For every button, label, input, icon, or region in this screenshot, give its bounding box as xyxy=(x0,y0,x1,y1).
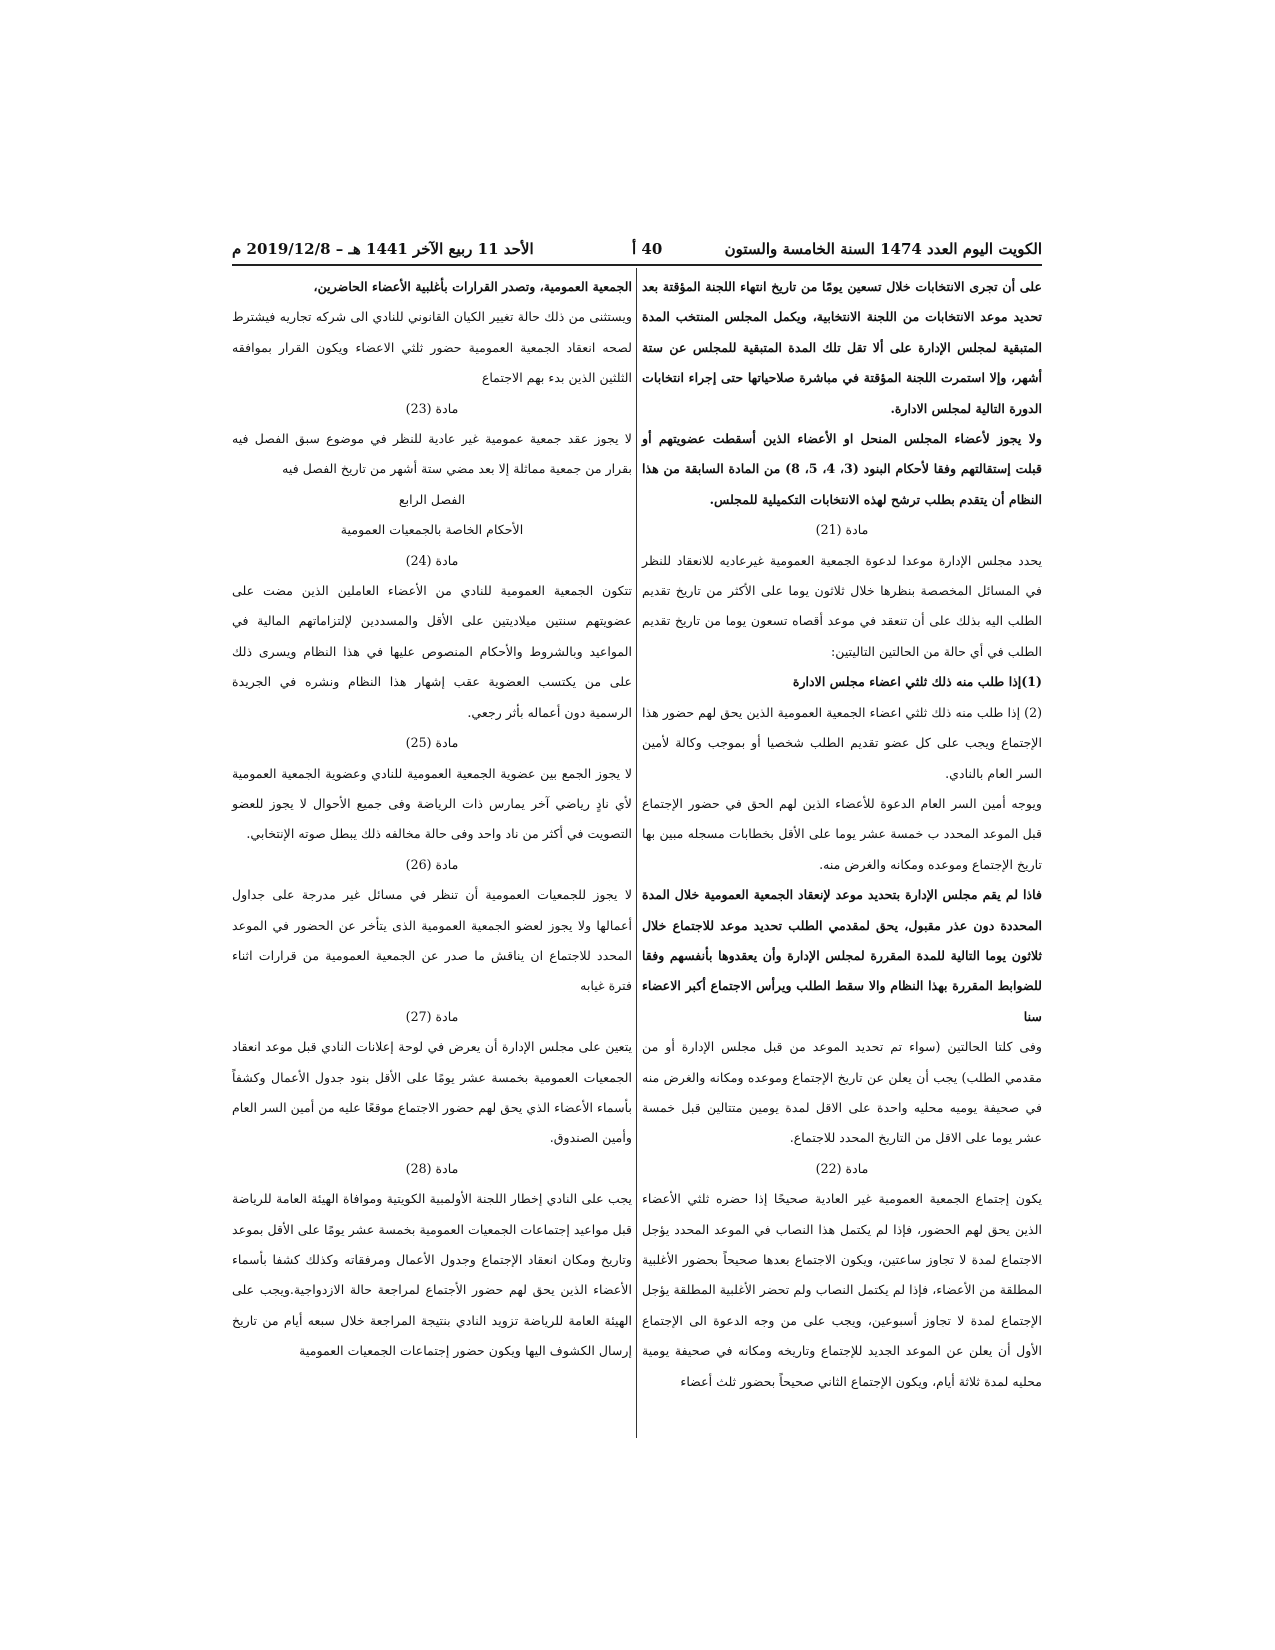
paragraph: ويوجه أمين السر العام الدعوة للأعضاء الذين لهم الحق في حضور الإجتماع قبل الموعد المحدد ب خمسة عشر يوما على الأقل بخطابات مسجله مبين بها تاريخ الإجتماع وموعده ومكانه والغرض منه. xyxy=(642,795,1042,872)
paragraph: لا يجوز عقد جمعية عمومية غير عادية للنظر في موضوع سبق الفصل فيه بقرار من جمعية مماثلة إلا بعد مضي ستة أشهر من تاريخ الفصل فيه xyxy=(232,431,632,477)
paragraph: ولا يجوز لأعضاء المجلس المنحل او الأعضاء الذين أسقطت عضويتهم أو قبلت إستقالتهم وفقا لأحكام البنود (3، 4، 5، 8) من المادة السابقة من هذا النظام أن يتقدم بطلب ترشح لهذه الانتخابات التكميلية للمجلس. xyxy=(642,431,1042,507)
paragraph: لا يجوز للجمعيات العمومية أن تنظر في مسائل غير مدرجة على جداول أعمالها ولا يجوز لعضو الجمعية العمومية الذى يتأخر عن الحضور في الموعد المحدد للاجتماع ان يناقش ما صدر عن الجمعية العمومية من قرارات اثناء فترة غيابه xyxy=(232,887,632,994)
article-heading: مادة (25) xyxy=(405,735,459,751)
page-header xyxy=(232,232,1042,262)
article-heading: الأحكام الخاصة بالجمعيات العمومية xyxy=(340,522,524,538)
column-divider xyxy=(636,268,637,1438)
paragraph: يكون إجتماع الجمعية العمومية غير العادية صحيحًا إذا حضره ثلثي الأعضاء الذين يحق لهم الحضور، فإذا لم يكتمل هذا النصاب في الموعد المحدد يؤجل الاجتماع لمدة لا تجاوز ساعتين، ويكون الاجتماع بعدها صحيحاً بحضور الأغلبية المطلقة من الأعضاء، فإذا لم يكتمل النصاب ولم تحضر الأغلبية المطلقة يؤجل الإجتماع لمدة لا تجاوز أسبوعين، ويجب على من وجه الدعوة الى الإجتماع الأول أن يعلن عن الموعد الجديد للإجتماع وتاريخه ومكانه في صحيفة يومية محليه لمدة ثلاثة أيام، ويكون الإجتماع الثاني صحيحاً بحضور ثلث أعضاء xyxy=(642,1191,1042,1389)
paragraph: فاذا لم يقم مجلس الإدارة بتحديد موعد لإنعقاد الجمعية العمومية خلال المدة المحددة دون عذر مقبول، يحق لمقدمي الطلب تحديد موعد للاجتماع خلال ثلاثون يوما التالية للمدة المقررة لمجلس الإدارة وأن يعقدوها بأنفسهم وفقا للضوابط المقررة بهذا النظام والا سقط الطلب ويرأس الاجتماع أكبر الاعضاء سنا xyxy=(642,887,1042,1024)
article-heading: مادة (23) xyxy=(405,400,459,416)
paragraph: تتكون الجمعية العمومية للنادي من الأعضاء العاملين الذين مضت على عضويتهم سنتين ميلاديتين على الأقل والمسددين لإلتزاماتهم المالية في المواعيد وبالشروط والأحكام المنصوص عليها في هذا النظام ويسرى ذلك على من يكتسب العضوية عقب إشهار هذا النظام ونشره في الجريدة الرسمية دون أعماله بأثر رجعي. xyxy=(232,583,632,720)
article-heading: مادة (27) xyxy=(405,1008,459,1024)
paragraph: على أن تجرى الانتخابات خلال تسعين يومًا من تاريخ انتهاء اللجنة المؤقتة بعد تحديد موعد الانتخابات من اللجنة الانتخابية، ويكمل المجلس المنتخب المدة المتبقية لمجلس الإدارة على ألا تقل تلك المدة المتبقية للمجلس عن ستة أشهر، وإلا استمرت اللجنة المؤقتة في مباشرة صلاحياتها حتى إجراء انتخابات الدورة التالية لمجلس الادارة. xyxy=(642,279,1042,416)
paragraph: وفى كلتا الحالتين (سواء تم تحديد الموعد من قبل مجلس الإدارة أو من مقدمي الطلب) يجب أن يعلن عن تاريخ الإجتماع وموعده ومكانه والغرض منه في صحيفة يوميه محليه واحدة على الاقل لمدة يومين متتالين قبل خمسة عشر يوما على الاقل من التاريخ المحدد للاجتماع. xyxy=(642,1039,1042,1146)
article-heading: مادة (28) xyxy=(405,1160,459,1176)
paragraph: (1)إذا طلب منه ذلك ثلثي اعضاء مجلس الادارة xyxy=(792,674,1042,690)
right-column xyxy=(642,272,1042,1397)
article-heading: الفصل الرابع xyxy=(398,491,466,507)
article-heading: مادة (22) xyxy=(815,1160,869,1176)
article-heading: مادة (26) xyxy=(405,856,459,872)
paragraph: الجمعية العمومية، وتصدر القرارات بأغلبية الأعضاء الحاضرين، xyxy=(313,279,632,294)
paragraph: لا يجوز الجمع بين عضوية الجمعية العمومية للنادي وعضوية الجمعية العمومية لأي نادٍ رياضي آخر يمارس ذات الرياضة وفى جميع الأحوال لا يجوز للعضو التصويت في أكثر من ناد واحد وفى حالة مخالفه ذلك يبطل صوته الإنتخابي. xyxy=(232,765,632,842)
page-number: 40 أ xyxy=(632,240,663,258)
issue-date: الأحد 11 ربيع الآخر 1441 هـ – 2019/12/8 م xyxy=(232,240,534,258)
paragraph: يجب على النادي إخطار اللجنة الأولمبية الكويتية وموافاة الهيئة العامة للرياضة قبل مواعيد إجتماعات الجمعيات العمومية بخمسة عشر يومًا على الأقل بموعد وتاريخ ومكان انعقاد الإجتماع وجدول الأعمال ومرفقاته وكذلك كشفا بأسماء الأعضاء الذين يحق لهم حضور الأجتماع لمراجعة حالة الازدواجية.ويجب على الهيئة العامة للرياضة تزويد النادي بنتيجة المراجعة خلال سبعه أيام من تاريخ إرسال الكشوف اليها ويكون حضور إجتماعات الجمعيات العمومية xyxy=(232,1191,632,1359)
paragraph: يحدد مجلس الإدارة موعدا لدعوة الجمعية العمومية غيرعاديه للانعقاد للنظر في المسائل المخصصة بنظرها خلال ثلاثون يوما على الأكثر من تاريخ تقديم الطلب اليه بذلك على أن تنعقد في موعد أقصاه تسعون يوما من تاريخ تقديم الطلب في أي حالة من الحالتين التاليتين: xyxy=(642,552,1042,659)
gazette-issue: الكويت اليوم العدد 1474 السنة الخامسة والستون xyxy=(724,240,1042,258)
paragraph: (2) إذا طلب منه ذلك ثلثي اعضاء الجمعية العمومية الذين يحق لهم حضور هذا الإجتماع ويجب على كل عضو تقديم الطلب شخصيا أو بموجب وكالة لأمين السر العام بالنادي. xyxy=(642,704,1042,781)
paragraph: ويستثنى من ذلك حالة تغيير الكيان القانوني للنادي الى شركه تجاريه فيشترط لصحه انعقاد الجمعية العمومية حضور ثلثي الاعضاء ويكون القرار بموافقه الثلثين الذين بدء بهم الاجتماع xyxy=(232,309,632,386)
article-heading: مادة (24) xyxy=(405,552,459,568)
article-heading: مادة (21) xyxy=(815,522,869,538)
left-column xyxy=(232,272,632,1367)
header-rule xyxy=(232,264,1042,266)
paragraph: يتعين على مجلس الإدارة أن يعرض في لوحة إعلانات النادي قبل موعد انعقاد الجمعيات العمومية بخمسة عشر يومًا على الأقل بنود جدول الأعمال وكشفاً بأسماء الأعضاء الذي يحق لهم حضور الاجتماع موقعًا عليه من أمين السر العام وأمين الصندوق. xyxy=(232,1039,632,1146)
